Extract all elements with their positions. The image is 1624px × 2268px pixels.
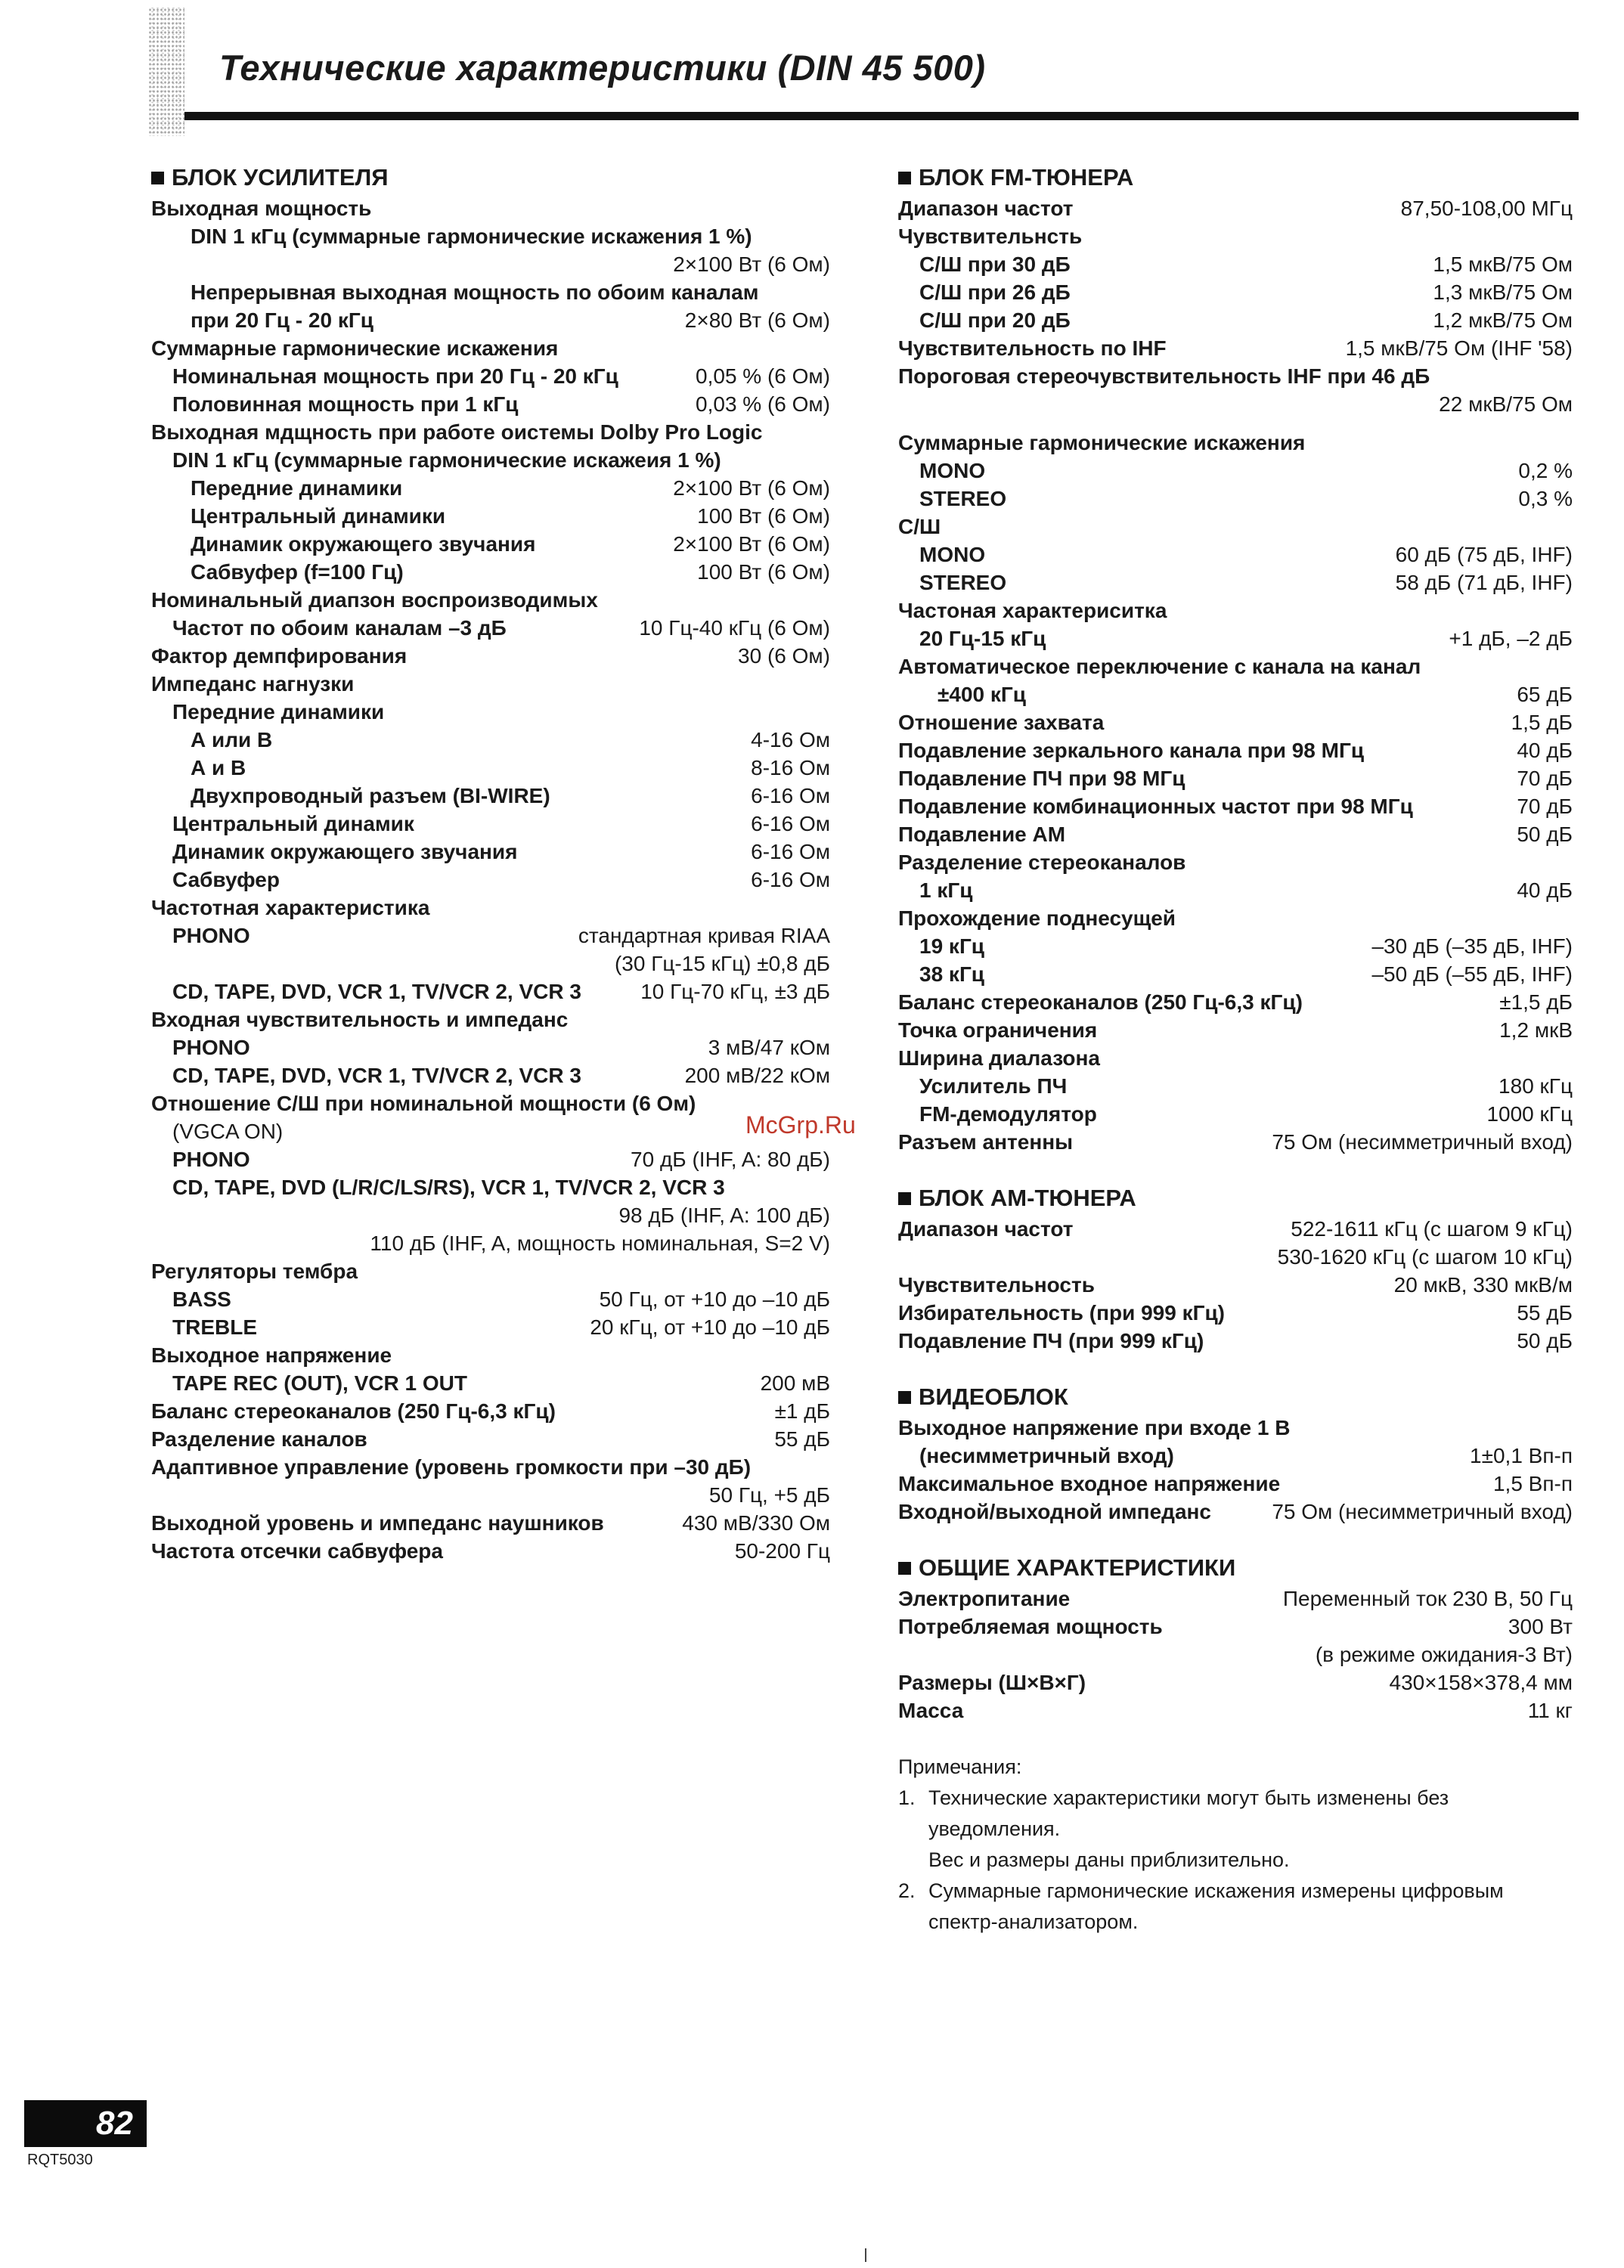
spec-label: Подавление комбинационных частот при 98 МГц: [898, 795, 1413, 818]
spec-label: Избирательность (при 999 кГц): [898, 1301, 1225, 1325]
spec-label: С/Ш при 26 дБ: [919, 280, 1071, 304]
spec-label: Суммарные гармонические искажения: [898, 431, 1306, 454]
spec-value: ±1,5 дБ: [1499, 990, 1573, 1014]
fm-spec-list: [898, 194, 1573, 1156]
spec-row: [151, 250, 830, 278]
spec-label: Сабвуфер (f=100 Гц): [191, 560, 404, 584]
spec-label: MONO: [919, 459, 986, 482]
spec-label: Номинальная мощность при 20 Гц - 20 кГц: [172, 364, 618, 388]
spec-row: [151, 1341, 830, 1369]
spec-row: [151, 698, 830, 726]
spec-value: 70 дБ (IHF, A: 80 дБ): [631, 1148, 830, 1171]
spec-value: 430 мВ/330 Ом: [682, 1511, 830, 1535]
spec-value: 30 (6 Ом): [738, 644, 830, 668]
spec-row: [898, 1299, 1573, 1327]
spec-label: Двухпроводный разъем (BI-WIRE): [191, 784, 550, 807]
spec-value: +1 дБ, –2 дБ: [1449, 627, 1573, 650]
spec-label: Частотная характеристика: [151, 896, 430, 919]
spec-row: [151, 1061, 830, 1089]
spec-row: [898, 652, 1573, 680]
spec-row: [898, 624, 1573, 652]
spec-value: 110 дБ (IHF, A, мощность номинальная, S=2 V): [370, 1232, 830, 1255]
spec-row: [898, 541, 1573, 569]
spec-row: [898, 820, 1573, 848]
spec-row: [898, 194, 1573, 222]
spec-row: [898, 708, 1573, 736]
spec-row: [151, 1425, 830, 1453]
spec-row: [151, 894, 830, 922]
spec-value: 2×100 Вт (6 Ом): [673, 253, 830, 276]
spec-row: [898, 1498, 1573, 1526]
spec-row: [898, 904, 1573, 932]
spec-row: [898, 429, 1573, 457]
spec-value: 65 дБ: [1517, 683, 1573, 706]
spec-value: 6-16 Ом: [751, 840, 830, 863]
spec-label: Пороговая стереочувствительность IHF при 46 дБ: [898, 364, 1430, 388]
note-text: уведомления.: [928, 1817, 1061, 1840]
spec-label: PHONO: [172, 924, 250, 947]
spec-row: [151, 1397, 830, 1425]
spec-label: 1 кГц: [919, 878, 973, 902]
spec-value: 40 дБ: [1517, 739, 1573, 762]
spec-label: Потребляемая мощность: [898, 1615, 1163, 1638]
spec-label: Суммарные гармонические искажения: [151, 336, 559, 360]
spec-row: [151, 1481, 830, 1509]
spec-label: 20 Гц-15 кГц: [919, 627, 1046, 650]
spec-value: 0,05 % (6 Ом): [696, 364, 830, 388]
spec-value: 20 кГц, от +10 до –10 дБ: [590, 1315, 830, 1339]
spec-row: [151, 418, 830, 446]
spec-row: [151, 642, 830, 670]
spec-row: [151, 306, 830, 334]
spec-value: ±1 дБ: [774, 1399, 830, 1423]
spec-label: С/Ш при 20 дБ: [919, 308, 1071, 332]
header-rule: [184, 112, 1579, 120]
video-spec-list: [898, 1414, 1573, 1526]
spec-value: 1±0,1 Вп-п: [1470, 1444, 1573, 1467]
spec-label: Размеры (Ш×В×Г): [898, 1671, 1086, 1694]
spec-row: [151, 866, 830, 894]
spec-row: [151, 754, 830, 782]
spec-row: [898, 485, 1573, 513]
spec-value: 75 Ом (несимметричный вход): [1272, 1130, 1573, 1154]
spec-row: [898, 1414, 1573, 1442]
spec-row: [151, 1201, 830, 1229]
amplifier-section-header: БЛОК УСИЛИТЕЛЯ: [151, 163, 830, 193]
spec-row: [898, 1128, 1573, 1156]
bullet-square-icon: [898, 1391, 911, 1404]
spec-label: BASS: [172, 1287, 231, 1311]
spec-row: [151, 950, 830, 978]
spec-label: Отношение С/Ш при номинальной мощности (6 Ом): [151, 1092, 696, 1115]
fm-section-header: БЛОК FM-ТЮНЕРА: [898, 163, 1573, 193]
spec-label: Фактор демпфирования: [151, 644, 408, 668]
spec-value: 10 Гц-40 кГц (6 Ом): [639, 616, 830, 640]
spec-row: [898, 876, 1573, 904]
spec-row: [898, 390, 1573, 418]
spec-value: 87,50-108,00 МГц: [1400, 197, 1573, 220]
spec-row: [898, 1641, 1573, 1668]
spec-row: [151, 390, 830, 418]
spec-label: Чувствительность по IHF: [898, 336, 1167, 360]
general-spec-list: [898, 1585, 1573, 1724]
spec-label: Выходной уровень и импеданс наушников: [151, 1511, 604, 1535]
document-code: RQT5030: [27, 2152, 93, 2168]
amplifier-spec-list: [151, 194, 830, 1565]
spec-label: Электропитание: [898, 1587, 1071, 1610]
spec-row: [151, 1537, 830, 1565]
spec-label: Входная чувствительность и импеданс: [151, 1008, 569, 1031]
spec-label: TREBLE: [172, 1315, 257, 1339]
spec-row: [151, 726, 830, 754]
spec-label: Импеданс нагнузки: [151, 672, 355, 696]
spec-row: [151, 222, 830, 250]
spec-label: Половинная мощность при 1 кГц: [172, 392, 519, 416]
spec-value: 300 Вт: [1508, 1615, 1573, 1638]
spec-row: [898, 596, 1573, 624]
spec-value: 70 дБ: [1517, 767, 1573, 790]
spec-row: [151, 1285, 830, 1313]
page-tick-mark: [865, 2248, 866, 2262]
spec-label: Динамик окружающего звучания: [191, 532, 536, 556]
spec-row: [898, 1668, 1573, 1696]
spec-value: 98 дБ (IHF, A: 100 дБ): [618, 1204, 830, 1227]
spec-row: [151, 502, 830, 530]
spec-value: 50 дБ: [1517, 1329, 1573, 1352]
spec-row: [151, 1117, 830, 1145]
spec-label: FM-демодулятор: [919, 1102, 1097, 1126]
spec-row: [151, 922, 830, 950]
spec-value: 50 Гц, +5 дБ: [708, 1483, 830, 1507]
note-text: Суммарные гармонические искажения измерены цифровым: [928, 1879, 1504, 1902]
spec-row: [151, 1173, 830, 1201]
general-section-header: ОБЩИЕ ХАРАКТЕРИСТИКИ: [898, 1553, 1573, 1583]
spec-label: Автоматическое переключение с канала на канал: [898, 655, 1421, 678]
spec-label: PHONO: [172, 1036, 250, 1059]
spec-row: [898, 1696, 1573, 1724]
spec-row: [151, 1453, 830, 1481]
spec-value: 70 дБ: [1517, 795, 1573, 818]
spec-label: Максимальное входное напряжение: [898, 1472, 1281, 1495]
spec-row: [151, 1313, 830, 1341]
spec-label: С/Ш: [898, 515, 941, 538]
spec-row: [151, 1229, 830, 1257]
watermark-text: McGrp.Ru: [745, 1111, 856, 1139]
note-number: 2.: [898, 1879, 916, 1902]
spec-label: Ширина диалазона: [898, 1046, 1100, 1070]
spec-value: 50-200 Гц: [734, 1539, 830, 1563]
notes-block: [898, 1752, 1573, 1938]
spec-value: 75 Ом (несимметричный вход): [1272, 1500, 1573, 1523]
spec-value: 1,2 мкВ: [1499, 1018, 1573, 1042]
spec-row: [151, 1033, 830, 1061]
spec-row: [151, 670, 830, 698]
spec-row: [898, 792, 1573, 820]
spec-label: 19 кГц: [919, 934, 985, 958]
spec-value: стандартная кривая RIAA: [578, 924, 830, 947]
spec-label: Баланс стереоканалов (250 Гц-6,3 кГц): [151, 1399, 556, 1423]
spec-row: [898, 680, 1573, 708]
spec-value: 8-16 Ом: [751, 756, 830, 779]
spec-label: Прохождение поднесущей: [898, 906, 1176, 930]
spec-label: Диапазон частот: [898, 1217, 1074, 1241]
spec-label: DIN 1 кГц (суммарные гармонические искажения 1 %): [191, 225, 752, 248]
spec-value: 6-16 Ом: [751, 812, 830, 835]
spec-label: Передние динамики: [172, 700, 385, 723]
spec-value: 11 кг: [1527, 1699, 1573, 1722]
spec-row: [151, 586, 830, 614]
spec-value: 1,5 дБ: [1511, 711, 1573, 734]
spec-row: [898, 569, 1573, 596]
spec-value: 2×100 Вт (6 Ом): [673, 532, 830, 556]
scan-texture: [148, 8, 184, 136]
spec-row: [151, 558, 830, 586]
spec-row: [898, 278, 1573, 306]
spec-value: 2×100 Вт (6 Ом): [673, 476, 830, 500]
spec-row: [898, 736, 1573, 764]
spec-row: [151, 446, 830, 474]
spec-row: [898, 1442, 1573, 1470]
spec-value: Переменный ток 230 В, 50 Гц: [1282, 1587, 1573, 1610]
spec-label: STEREO: [919, 487, 1007, 510]
spec-value: 0,2 %: [1518, 459, 1573, 482]
spec-row: [898, 764, 1573, 792]
spec-label: С/Ш при 30 дБ: [919, 253, 1071, 276]
spec-value: 100 Вт (6 Ом): [697, 560, 830, 584]
spec-row: [898, 513, 1573, 541]
spec-label: Диапазон частот: [898, 197, 1074, 220]
spec-label: Подавление ПЧ (при 999 кГц): [898, 1329, 1204, 1352]
spec-value: 200 мВ/22 кОм: [684, 1064, 830, 1087]
spec-label: PHONO: [172, 1148, 250, 1171]
spec-value: (в режиме ожидания-3 Вт): [1315, 1643, 1573, 1666]
spec-value: 0,3 %: [1518, 487, 1573, 510]
spec-value: 22 мкВ/75 Ом: [1439, 392, 1573, 416]
spec-label: TAPE REC (OUT), VCR 1 OUT: [172, 1371, 467, 1395]
spec-row: [151, 278, 830, 306]
spec-label: DIN 1 кГц (суммарные гармонические искажеия 1 %): [172, 448, 721, 472]
spec-label: Разделение стереоканалов: [898, 850, 1186, 874]
spec-label: Центральный динамик: [172, 812, 414, 835]
spec-row: [151, 194, 830, 222]
note-text: спектр-анализатором.: [928, 1910, 1139, 1933]
spec-value: 1,3 мкВ/75 Ом: [1433, 280, 1573, 304]
spec-label: Разъем антенны: [898, 1130, 1074, 1154]
spec-label: Передние динамики: [191, 476, 403, 500]
spec-value: 60 дБ (75 дБ, IHF): [1395, 543, 1573, 566]
spec-row: [151, 1005, 830, 1033]
spec-row: [898, 1100, 1573, 1128]
spec-label: CD, TAPE, DVD, VCR 1, TV/VCR 2, VCR 3: [172, 980, 581, 1003]
spec-label: А или В: [191, 728, 273, 751]
spec-value: 4-16 Ом: [751, 728, 830, 751]
spec-row: [898, 1016, 1573, 1044]
spec-value: 6-16 Ом: [751, 868, 830, 891]
spec-label: Чувствительнсть: [898, 225, 1083, 248]
spec-row: [151, 362, 830, 390]
page-number-badge: 82: [24, 2100, 147, 2147]
spec-row: [898, 960, 1573, 988]
spec-label: при 20 Гц - 20 кГц: [191, 308, 373, 332]
spec-row: [898, 988, 1573, 1016]
spec-value: 530-1620 кГц (с шагом 10 кГц): [1277, 1245, 1573, 1269]
spec-row: [898, 1470, 1573, 1498]
page-title: Технические характеристики (DIN 45 500): [219, 48, 986, 88]
spec-value: 0,03 % (6 Ом): [696, 392, 830, 416]
spec-label: Отношение захвата: [898, 711, 1105, 734]
spec-value: 20 мкВ, 330 мкВ/м: [1393, 1273, 1573, 1297]
spec-value: (30 Гц-15 кГц) ±0,8 дБ: [614, 952, 830, 975]
spec-label: Подавление ПЧ при 98 МГц: [898, 767, 1185, 790]
spec-label: Выходное напряжение при входе 1 В: [898, 1416, 1291, 1439]
spec-row: [898, 1613, 1573, 1641]
spec-label: Баланс стереоканалов (250 Гц-6,3 кГц): [898, 990, 1303, 1014]
spec-row: [898, 250, 1573, 278]
spec-row: [151, 838, 830, 866]
spec-label: Адаптивное управление (уровень громкости при –30 дБ): [151, 1455, 752, 1479]
bullet-square-icon: [898, 1192, 911, 1205]
spec-label: Непрерывная выходная мощность по обоим каналам: [191, 280, 759, 304]
spec-row: [151, 474, 830, 502]
spec-value: 50 Гц, от +10 до –10 дБ: [599, 1287, 830, 1311]
spec-value: 6-16 Ом: [751, 784, 830, 807]
spec-value: –50 дБ (–55 дБ, IHF): [1371, 962, 1573, 986]
spec-label: Сабвуфер: [172, 868, 280, 891]
spec-row: [151, 810, 830, 838]
spec-value: 1000 кГц: [1486, 1102, 1573, 1126]
tuner-column: [898, 163, 1573, 1938]
spec-row: [898, 932, 1573, 960]
bullet-square-icon: [898, 1562, 911, 1575]
spec-label: Подавление АМ: [898, 823, 1066, 846]
spec-label: Номинальный диапзон воспроизводимых: [151, 588, 598, 612]
spec-value: 2×80 Вт (6 Ом): [684, 308, 830, 332]
spec-row: [151, 334, 830, 362]
spec-value: 58 дБ (71 дБ, IHF): [1395, 571, 1573, 594]
spec-label: Разделение каналов: [151, 1427, 367, 1451]
spec-label: MONO: [919, 543, 986, 566]
spec-row: [898, 1327, 1573, 1355]
note-number: 1.: [898, 1786, 916, 1809]
spec-row: [898, 848, 1573, 876]
spec-label: Регуляторы тембра: [151, 1259, 358, 1283]
spec-value: 55 дБ: [1517, 1301, 1573, 1325]
spec-value: 40 дБ: [1517, 878, 1573, 902]
spec-value: 180 кГц: [1498, 1074, 1573, 1098]
spec-row: [898, 1243, 1573, 1271]
spec-row: [151, 1145, 830, 1173]
spec-label: Динамик окружающего звучания: [172, 840, 518, 863]
spec-label: Частот по обоим каналам –3 дБ: [172, 616, 507, 640]
spec-label: Подавление зеркального канала при 98 МГц: [898, 739, 1365, 762]
spec-row: [898, 1271, 1573, 1299]
spec-label: Центральный динамики: [191, 504, 446, 528]
spec-row: [151, 1509, 830, 1537]
spec-label: Масса: [898, 1699, 964, 1722]
spec-label: 38 кГц: [919, 962, 985, 986]
spec-value: 430×158×378,4 мм: [1389, 1671, 1573, 1694]
spec-value: 1,5 мкВ/75 Ом: [1433, 253, 1573, 276]
bullet-square-icon: [898, 172, 911, 184]
notes-heading: Примечания:: [898, 1755, 1022, 1778]
note-text: Технические характеристики могут быть изменены без: [928, 1786, 1449, 1809]
bullet-square-icon: [151, 172, 164, 184]
spec-label: CD, TAPE, DVD, VCR 1, TV/VCR 2, VCR 3: [172, 1064, 581, 1087]
spec-row: [151, 1257, 830, 1285]
spec-label: Частоная характериситка: [898, 599, 1167, 622]
spec-value: 1,2 мкВ/75 Ом: [1433, 308, 1573, 332]
spec-row: [151, 614, 830, 642]
spec-value: 1,5 мкВ/75 Ом (IHF '58): [1345, 336, 1573, 360]
spec-row: [151, 530, 830, 558]
spec-row: [151, 782, 830, 810]
note-text: Вес и размеры даны приблизительно.: [928, 1848, 1290, 1871]
spec-label: STEREO: [919, 571, 1007, 594]
spec-label: А и В: [191, 756, 246, 779]
spec-label: CD, TAPE, DVD (L/R/C/LS/RS), VCR 1, TV/VCR 2, VCR 3: [172, 1176, 725, 1199]
spec-row: [898, 1044, 1573, 1072]
spec-label: Выходное напряжение: [151, 1343, 392, 1367]
am-section-header: БЛОК АМ-ТЮНЕРА: [898, 1183, 1573, 1213]
spec-label: Входной/выходной импеданс: [898, 1500, 1211, 1523]
spec-row: [898, 1215, 1573, 1243]
spec-value: 522-1611 кГц (с шагом 9 кГц): [1291, 1217, 1573, 1241]
spec-row: [898, 1072, 1573, 1100]
amplifier-column: [151, 163, 830, 1565]
spec-row: [898, 222, 1573, 250]
spec-row: [898, 334, 1573, 362]
am-spec-list: [898, 1215, 1573, 1355]
spec-label: Выходная мощность: [151, 197, 372, 220]
spec-row: [898, 306, 1573, 334]
spec-value: –30 дБ (–35 дБ, IHF): [1371, 934, 1573, 958]
spec-label: Точка ограничения: [898, 1018, 1098, 1042]
spec-value: 3 мВ/47 кОм: [708, 1036, 830, 1059]
spec-label: (несимметричный вход): [919, 1444, 1174, 1467]
spec-row: [151, 1089, 830, 1117]
spec-value: 100 Вт (6 Ом): [697, 504, 830, 528]
spec-label: Выходная мдщность при работе оистемы Dolby Pro Logic: [151, 420, 763, 444]
spec-row: [151, 978, 830, 1005]
spec-label: ±400 кГц: [938, 683, 1026, 706]
spec-value: 50 дБ: [1517, 823, 1573, 846]
video-section-header: ВИДЕОБЛОК: [898, 1382, 1573, 1412]
spec-row: [898, 457, 1573, 485]
spec-label: Усилитель ПЧ: [919, 1074, 1068, 1098]
spec-row: [151, 1369, 830, 1397]
spec-value: 10 Гц-70 кГц, ±3 дБ: [640, 980, 830, 1003]
spec-label: Частота отсечки сабвуфера: [151, 1539, 443, 1563]
spec-label: Чувствительность: [898, 1273, 1095, 1297]
spec-value: 55 дБ: [774, 1427, 830, 1451]
spec-row: [898, 362, 1573, 390]
spec-value: 200 мВ: [760, 1371, 830, 1395]
spec-row: [898, 1585, 1573, 1613]
spec-label: (VGCA ON): [172, 1120, 284, 1143]
spec-value: 1,5 Вп-п: [1492, 1472, 1573, 1495]
